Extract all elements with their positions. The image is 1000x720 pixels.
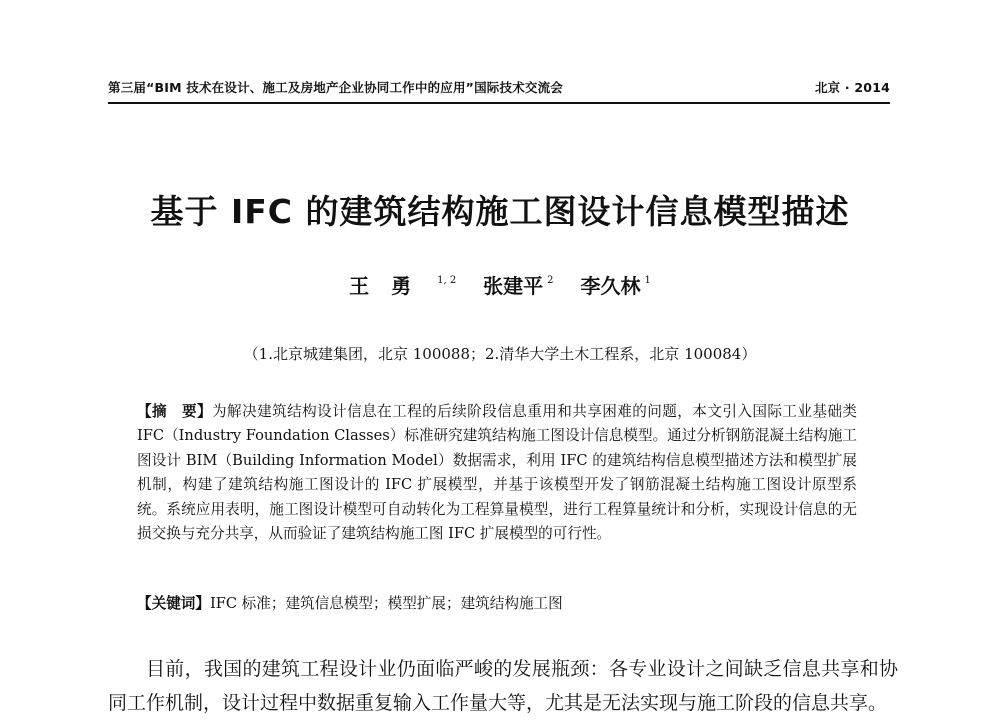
abstract-label: 【摘 要】: [137, 403, 213, 420]
author: 李久林 $^1$: [580, 274, 651, 298]
author: 王勇 $^{1, 2}$: [349, 274, 457, 298]
conference-name: 第三届“BIM 技术在设计、施工及房地产企业协同工作中的应用”国际技术交流会: [108, 80, 564, 95]
abstract-text: 为解决建筑结构设计信息在工程的后续阶段信息重用和共享困难的问题，本文引入国际工业基础类 IFC（Industry Foundation Classes）标准研究建筑结构施工图设计信息模型。通过分析钢筋混凝土结构施工图设计 BIM（Building Information Model）数据需求，利用 IFC 的建筑结构信息模型描述方法和模型扩展机制，构建了建筑结构施工图设计的 IFC 扩展模型，并基于该模型开发了钢筋混凝土结构施工图设计原型系统。系统应用表明，施工图设计模型可自动转化为工程算量模型，进行工程算量统计和分析，实现设计信息的无损交换与充分共享，从而验证了建筑结构施工图 IFC 扩展模型的可行性。: [137, 403, 857, 543]
author-affiliation-mark: 1, 2: [437, 275, 457, 286]
body-paragraph: 目前，我国的建筑工程设计业仍面临严峻的发展瓶颈：各专业设计之间缺乏信息共享和协同工作机制，设计过程中数据重复输入工作量大等，尤其是无法实现与施工阶段的信息共享。: [108, 658, 898, 714]
author-list: [0, 270, 1000, 299]
author-affiliation-mark: 2: [547, 275, 554, 286]
running-header: [108, 76, 890, 104]
affiliations: （1.北京城建集团，北京 100088；2.清华大学土木工程系，北京 100084）: [243, 345, 757, 363]
author-affiliation-mark: 1: [644, 275, 651, 286]
author: 张建平 $^2$: [483, 274, 554, 298]
keywords-label: 【关键词】: [137, 595, 210, 612]
keywords: [137, 592, 857, 616]
abstract: [137, 400, 857, 546]
keywords-text: IFC 标准；建筑信息模型；模型扩展；建筑结构施工图: [209, 595, 563, 612]
location-year: 北京 · 2014: [814, 80, 890, 95]
paper-title: 基于 IFC 的建筑结构施工图设计信息模型描述: [150, 192, 850, 231]
